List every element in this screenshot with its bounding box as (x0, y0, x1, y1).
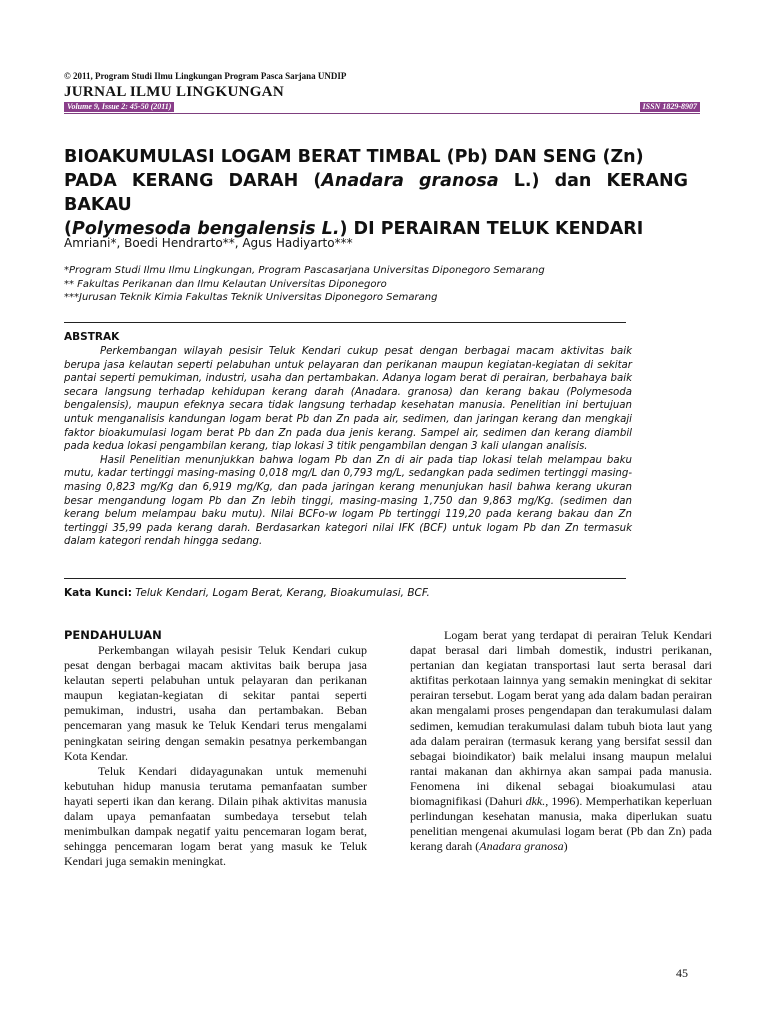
body-paragraph: Teluk Kendari didayagunakan untuk memenuhi kebutuhan hidup manusia terutama pemanfaatan sumber hayati seperti ikan dan kerang. Dilain pihak aktivitas manusia dalam upaya pemanfaatan sumbedaya tersebut telah menimbulkan dampak negatif yaitu pencemaran logam berat, sehingga pencemaran logam berat yang masuk ke Teluk Kendari juga semakin meningkat. (64, 763, 367, 869)
section-heading: PENDAHULUAN (64, 628, 162, 642)
keywords-text: Teluk Kendari, Logam Berat, Kerang, Bioakumulasi, BCF. (131, 587, 430, 599)
divider-top (64, 322, 626, 323)
volume-label: Volume 9, Issue 2: 45-50 (2011) (64, 102, 174, 112)
abstract-paragraph-1: Perkembangan wilayah pesisir Teluk Kendari cukup pesat dengan berbagai macam aktivitas baik berupa jasa kelautan seperti pelabuhan untuk pelayaran dan perikanan maupun kegiatan-kegiatan di sekitar pantai seperti pemukiman, industri, usaha dan pertambakan. Adanya logam berat di perairan, berbahaya baik secara langsung terhadap kehidupan kerang darah (Anadara. granosa) dan kerang bakau (Polymesoda bengalensis), maupun efeknya secara tidak langsung terhadap kesehatan manusia. Penelitian ini bertujuan untuk menganalisis kandungan logam berat Pb dan Zn pada air, sedimen, dan jaringan kerang dan mengkaji faktor bioakumulasi logam berat Pb dan Zn pada dua jenis kerang. Sampel air, sedimen dan kerang diambil pada kedua lokasi pengambilan kerang, tiap lokasi 3 titik pengambilan dengan 3 kali ulangan analisis. (64, 346, 632, 453)
abstract-heading: ABSTRAK (64, 331, 120, 343)
affiliation-1: *Program Studi Ilmu Ilmu Lingkungan, Program Pascasarjana Universitas Diponegoro Semarang (64, 265, 545, 276)
body-text: Logam berat yang terdapat di perairan Teluk Kendari dapat berasal dari limbah domestik, industri perikanan, pertanian dan kegiatan transportasi laut serta berasal dari aktifitas perkotaan lainnya yang semakin meningkat di sekitar perairan tersebut. Logam berat yang ada dalam badan perairan akan mengalami proses pengendapan dan terakumulasi dalam sedimen, kemudian terakumulasi dalam tubuh biota laut yang ada dalam perairan (termasuk kerang yang bersifat sessil dan sebagai bioindikator) baik melalui insang maupun melalui rantai makanan dan akhirnya akan sampai pada manusia. Fenomena ini dikenal sebagai bioakumulasi atau biomagnifikasi (Dahuri (410, 628, 712, 809)
affiliation-2: ** Fakultas Perikanan dan Ilmu Kelautan Universitas Diponegoro (64, 278, 387, 290)
title-species-2: Polymesoda bengalensis L. (72, 219, 340, 239)
body-text: 1996). Memperhatikan keperluan perlindungan kesehatan manusia, maka diperlukan suatu penelitian mengenai akumulasi logam berat (Pb dan Zn) pada kerang darah ( (410, 794, 712, 854)
divider-bottom (64, 578, 626, 579)
abstract-paragraph-2: Hasil Penelitian menunjukkan bahwa logam Pb dan Zn di air pada tiap lokasi telah melampau baku mutu, kadar tertinggi masing-masing 0,018 mg/L dan 0,793 mg/L, sedangkan pada sedimen tertinggi masing-masing 0,823 mg/Kg dan 6,919 mg/Kg, dan pada jaringan kerang menunjukan hasil bahwa kerang ukuran besar mengandung logam Pb dan Zn lebih tinggi, masing-masing 1,750 dan 9,863 mg/Kg. (sedimen dan kerang belum melampau baku mutu). Nilai BCFo-w logam Pb tertinggi 119,20 pada kerang bakau dan Zn tertinggi 35,99 pada kerang darah. Berdasarkan kategori nilai IFK (BCF) untuk logam Pb dan Zn termasuk dalam kategori rendah hingga sedang. (64, 454, 632, 548)
title-text: ) DI PERAIRAN TELUK KENDARI (339, 219, 644, 239)
volume-bar (64, 101, 700, 114)
paper-title (64, 145, 688, 241)
body-paragraph (410, 628, 712, 854)
abstract-body (64, 345, 632, 549)
affiliations (64, 264, 545, 305)
title-line-1: BIOAKUMULASI LOGAM BERAT TIMBAL (Pb) DAN SENG (Zn) (64, 147, 644, 167)
title-text: ( (64, 219, 72, 239)
body-column-left (64, 628, 367, 869)
title-text: L.) dan KERANG BAKAU (64, 171, 688, 215)
body-paragraph: Perkembangan wilayah pesisir Teluk Kendari cukup pesat dengan berbagai macam aktivitas baik berupa jasa kelautan seperti pelabuhan untuk pelayaran dan perikanan maupun kegiatan-kegiatan di sekitar pantai seperti pemukiman, industri, usaha dan pertambakan. Beban pencemaran yang masuk ke Teluk Kendari terus mengalami peningkatan seiring dengan semakin pesatnya perkembangan Kota Kendar. (64, 643, 367, 763)
title-line-2 (64, 169, 688, 217)
keywords-label: Kata Kunci: (64, 587, 132, 599)
body-text: ) (563, 839, 568, 854)
keywords (64, 587, 430, 599)
author-list: Amriani*, Boedi Hendrarto**, Agus Hadiyarto*** (64, 236, 353, 250)
affiliation-3: ***Jurusan Teknik Kimia Fakultas Teknik Universitas Diponegoro Semarang (64, 292, 438, 303)
journal-name: JURNAL ILMU LINGKUNGAN (64, 84, 284, 100)
issn-label: ISSN 1829-8907 (640, 102, 700, 112)
title-species-1: Anadara granosa (321, 171, 499, 191)
title-text: PADA KERANG DARAH ( (64, 171, 322, 191)
body-text-italic: Anadara granosa (479, 839, 564, 854)
body-text-italic: dkk., (525, 794, 549, 809)
body-column-right (410, 628, 712, 854)
copyright-line: © 2011, Program Studi Ilmu Lingkungan Program Pasca Sarjana UNDIP (64, 71, 347, 81)
page-number: 45 (676, 966, 688, 980)
